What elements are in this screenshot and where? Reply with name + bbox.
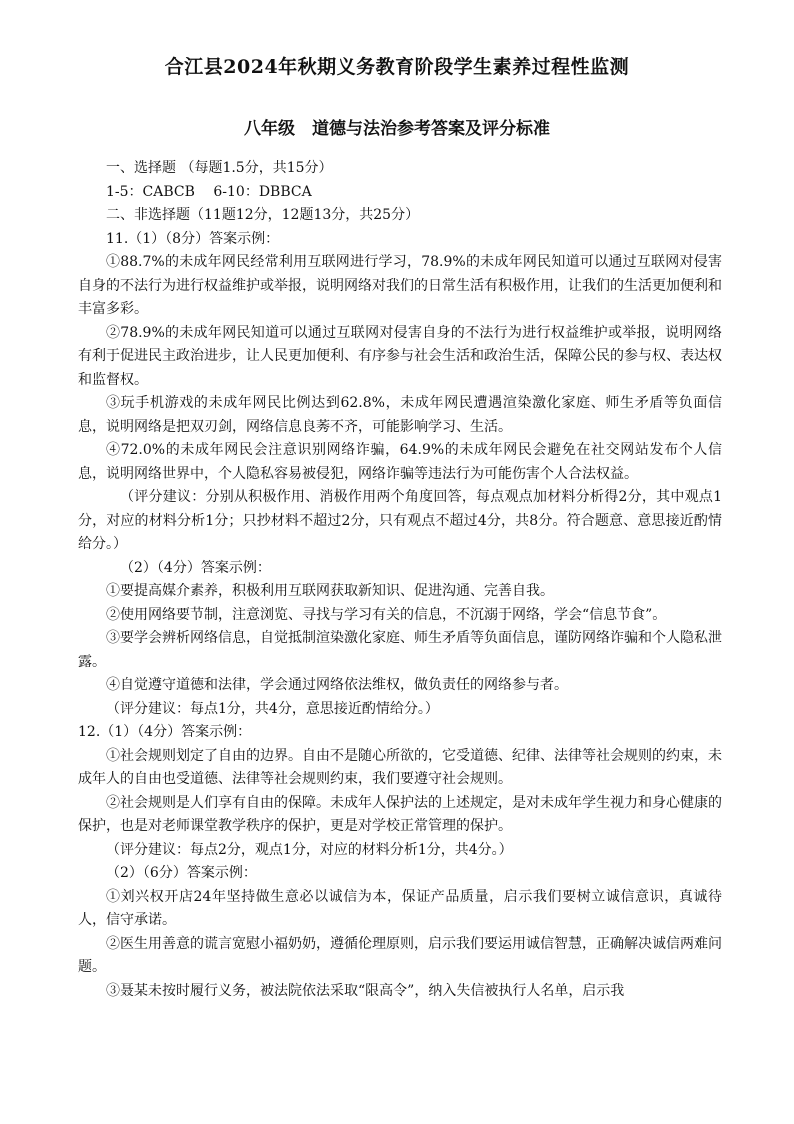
choice-answers: 1-5：CABCB 6-10：DBBCA: [106, 183, 312, 200]
q11-part1-point1: ①88.7%的未成年网民经常利用互联网进行学习，78.9%的未成年网民知道可以通过互联网对侵害自身的不法行为进行权益维护或举报，说明网络对我们的日常生活有积极作用，让我们的生活更加便利和丰富多彩。: [78, 254, 722, 317]
q11-part2-heading: （2）（4分）答案示例：: [120, 559, 271, 576]
q12-part2-point1: ①刘兴权开店24年坚持做生意必以诚信为本，保证产品质量，启示我们要树立诚信意识，真诚待人，信守承诺。: [78, 888, 722, 928]
document-body: [78, 157, 722, 1003]
q11-part2-point1: ①要提高媒介素养，积极利用互联网获取新知识、促进沟通、完善自我。: [106, 583, 554, 599]
q12-part1-point2: ②社会规则是人们享有自由的保障。未成年人保护法的上述规定，是对未成年学生视力和身心健康的保护，也是对老师课堂教学秩序的保护，更是对学校正常管理的保护。: [78, 794, 722, 834]
q11-part1-point4: ④72.0%的未成年网民会注意识别网络诈骗，64.9%的未成年网民会避免在社交网站发布个人信息，说明网络世界中，个人隐私容易被侵犯，网络诈骗等违法行为可能伤害个人合法权益。: [78, 442, 722, 482]
section-choice-heading: 一、选择题 （每题1.5分，共15分）: [106, 160, 333, 176]
q11-part2-point2: ②使用网络要节制，注意浏览、寻找与学习有关的信息，不沉溺于网络，学会“信息节食”。: [106, 606, 667, 623]
q11-part2-scoring: （评分建议：每点1分，共4分，意思接近酌情给分。）: [106, 700, 439, 717]
q11-part1-point2: ②78.9%的未成年网民知道可以通过互联网对侵害自身的不法行为进行权益维护或举报，说明网络有利于促进民主政治进步，让人民更加便利、有序参与社会生活和政治生活，保障公民的参与权、表达权和监督权。: [78, 324, 722, 388]
q12-part1-scoring: （评分建议：每点2分，观点1分，对应的材料分析1分，共4分。）: [106, 841, 513, 858]
q11-part2-point4: ④自觉遵守道德和法律，学会通过网络依法维权，做负责任的网络参与者。: [106, 677, 568, 693]
document-subtitle: 八年级 道德与法治参考答案及评分标准: [244, 119, 550, 139]
q11-part1-heading: 11.（1）（8分）答案示例：: [106, 230, 280, 247]
section-nonchoice-heading: 二、非选择题（11题12分，12题13分，共25分）: [106, 207, 420, 223]
q12-part1-heading: 12.（1）（4分）答案示例：: [78, 724, 252, 740]
q11-part1-scoring: （评分建议：分别从积极作用、消极作用两个角度回答，每点观点加材料分析得2分，其中观点1分，对应的材料分析1分；只抄材料不超过2分，只有观点不超过4分，共8分。符合题意、意思接近酌情给分。）: [78, 489, 722, 552]
q11-part2-point3: ③要学会辨析网络信息，自觉抵制渲染激化家庭、师生矛盾等负面信息，谨防网络诈骗和个人隐私泄露。: [78, 630, 722, 670]
document-title: 合江县2024年秋期义务教育阶段学生素养过程性监测: [164, 56, 630, 78]
q12-part2-heading: （2）（6分）答案示例：: [106, 865, 257, 881]
q11-part1-point3: ③玩手机游戏的未成年网民比例达到62.8%，未成年网民遭遇渲染激化家庭、师生矛盾等负面信息，说明网络是把双刃剑，网络信息良莠不齐，可能影响学习、生活。: [78, 395, 722, 435]
q12-part1-point1: ①社会规则划定了自由的边界。自由不是随心所欲的，它受道德、纪律、法律等社会规则的约束，未成年人的自由也受道德、法律等社会规则约束，我们要遵守社会规则。: [78, 747, 722, 787]
q12-part2-point2: ②医生用善意的谎言宽慰小福奶奶，遵循伦理原则，启示我们要运用诚信智慧，正确解决诚信两难问题。: [78, 935, 722, 975]
q12-part2-point3: ③聂某未按时履行义务，被法院依法采取“限高令”，纳入失信被执行人名单，启示我: [106, 982, 625, 999]
